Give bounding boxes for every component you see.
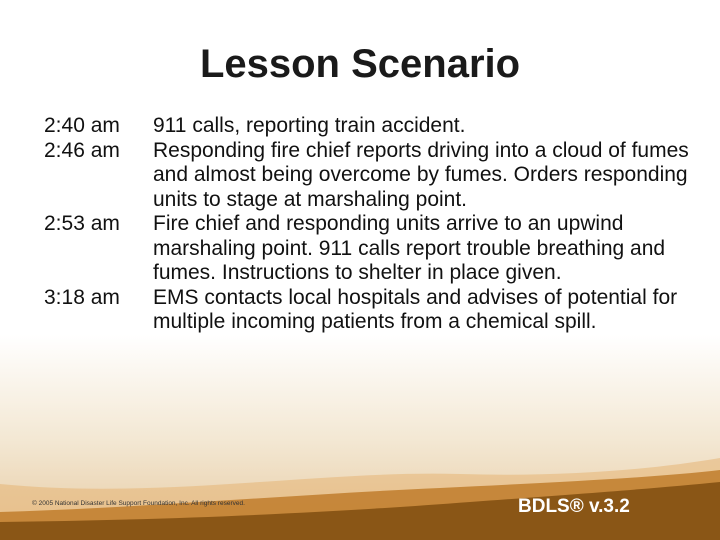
entry-time: 3:18 am (44, 285, 120, 309)
entry-text: Fire chief and responding units arrive to an upwind marshaling point. 911 calls report trouble breathing and fumes. Instructions to shelter in place given. (153, 212, 666, 284)
copyright-notice: © 2005 National Disaster Life Support Foundation, Inc. All rights reserved. (32, 500, 245, 507)
timeline-entry (44, 212, 694, 286)
entry-time: 2:46 am (44, 138, 120, 162)
version-label: BDLS® v.3.2 (518, 496, 630, 517)
timeline-entry (44, 286, 694, 335)
timeline-list (44, 114, 694, 335)
entry-text: EMS contacts local hospitals and advises of potential for multiple incoming patients from a chemical spill. (153, 285, 678, 333)
timeline-entry (44, 139, 694, 213)
entry-time: 2:53 am (44, 212, 120, 235)
entry-text: 911 calls, reporting train accident. (153, 114, 466, 137)
timeline-entry (44, 114, 694, 139)
entry-text: Responding fire chief reports driving into a cloud of fumes and almost being overcome by fumes. Orders responding units to stage at marshaling point. (153, 138, 689, 211)
slide-title: Lesson Scenario (199, 42, 521, 86)
entry-time: 2:40 am (44, 114, 120, 137)
